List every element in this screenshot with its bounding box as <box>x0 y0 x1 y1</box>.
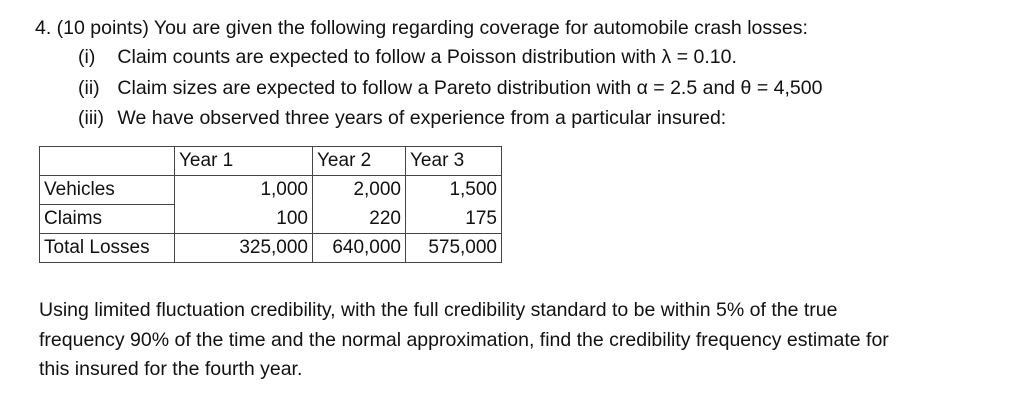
table-header-blank <box>40 147 175 176</box>
cell-claims-year-2: 220 <box>313 205 406 234</box>
table-header-year-3: Year 3 <box>406 147 502 176</box>
prompt-line-2: frequency 90% of the time and the normal approximation, find the credibility frequency estimate for <box>39 328 889 351</box>
given-item-2-text: Claim sizes are expected to follow a Pareto distribution with α = 2.5 and θ = 4,500 <box>117 77 823 99</box>
question-prompt <box>39 296 999 385</box>
given-item-1-text: Claim counts are expected to follow a Poisson distribution with λ = 0.10. <box>117 46 737 68</box>
given-item-3-label: (iii) <box>78 107 104 129</box>
given-item-3 <box>78 106 726 130</box>
table-header-year-2: Year 2 <box>313 147 406 176</box>
given-item-2-label: (ii) <box>78 77 100 99</box>
table-row <box>40 205 502 234</box>
cell-claims-year-1: 100 <box>175 205 313 234</box>
given-item-3-text: We have observed three years of experience from a particular insured: <box>117 107 727 129</box>
prompt-line-1: Using limited fluctuation credibility, with the full credibility standard to be within 5% of the true <box>39 299 838 321</box>
cell-total-losses-year-3: 575,000 <box>406 234 502 263</box>
question-title: 4. (10 points) You are given the following regarding coverage for automobile crash losses: <box>35 17 808 39</box>
row-label-vehicles: Vehicles <box>40 176 175 205</box>
table-header-year-1: Year 1 <box>175 147 313 176</box>
cell-vehicles-year-1: 1,000 <box>175 176 313 205</box>
given-item-2 <box>78 76 822 100</box>
table-row <box>40 176 502 205</box>
cell-vehicles-year-3: 1,500 <box>406 176 502 205</box>
given-item-1-label: (i) <box>78 46 96 68</box>
cell-total-losses-year-2: 640,000 <box>313 234 406 263</box>
row-label-claims: Claims <box>40 205 175 234</box>
cell-vehicles-year-2: 2,000 <box>313 176 406 205</box>
row-label-total-losses: Total Losses <box>40 234 175 263</box>
table-row <box>40 234 502 263</box>
prompt-line-3: this insured for the fourth year. <box>39 358 303 380</box>
cell-total-losses-year-1: 325,000 <box>175 234 313 263</box>
given-item-1 <box>78 45 737 69</box>
cell-claims-year-3: 175 <box>406 205 502 234</box>
experience-table <box>39 146 502 263</box>
table-header-row <box>40 147 502 176</box>
